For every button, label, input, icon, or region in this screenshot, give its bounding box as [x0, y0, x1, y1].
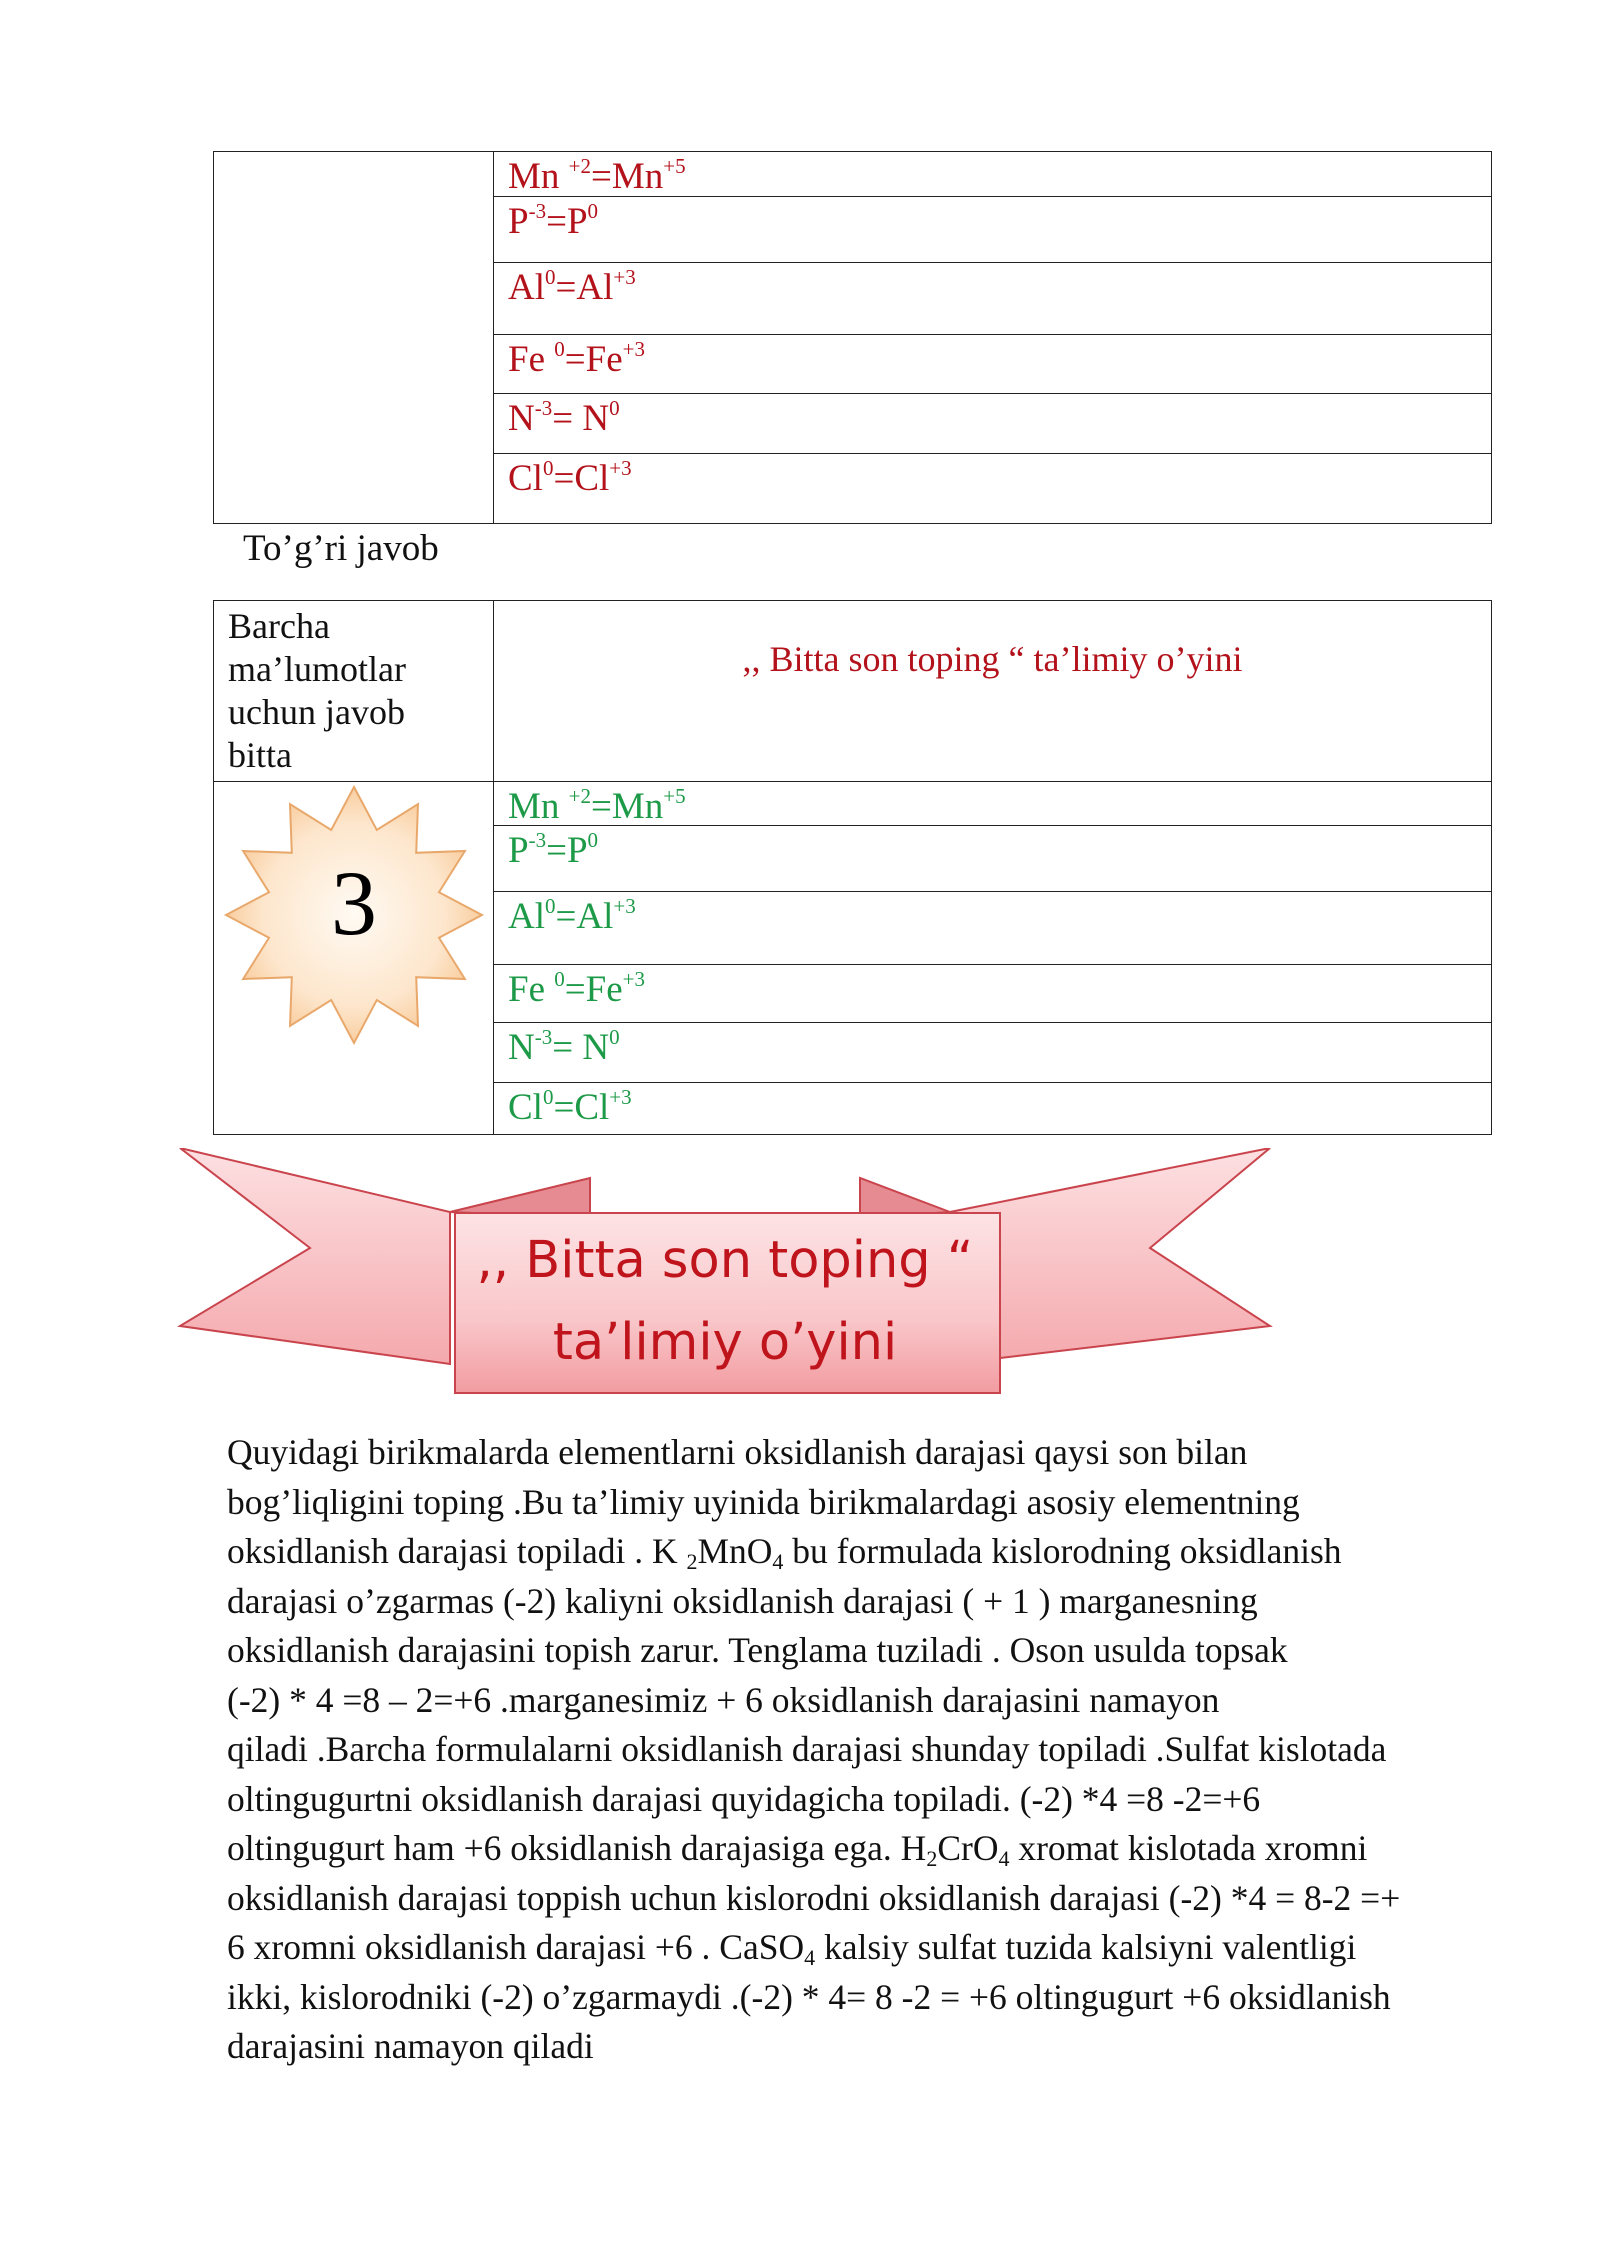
star-cell [214, 782, 494, 1135]
equation: $N^{-3}= N^0$ [508, 1025, 620, 1068]
table2-row [494, 1083, 1492, 1135]
equation: $P^{-3}=P^0$ [508, 199, 599, 242]
answer-number: 3 [331, 852, 377, 954]
paragraph-line: Quyidagi birikmalarda elementlarni oksidlanish darajasi qaysi son bilan [227, 1432, 1248, 1472]
table2-row [494, 892, 1492, 965]
paragraph-line: bog’liqligini toping .Bu ta’limiy uyinida birikmalardagi asosiy elementning [227, 1481, 1300, 1522]
equation: Fe $^0=Fe^{+3}$ [508, 337, 645, 380]
table2-row [494, 826, 1492, 892]
paragraph-line: darajasi o’zgarmas (-2) kaliyni oksidlanish darajasi ( + 1 ) marganesning [227, 1580, 1258, 1621]
paragraph-line: darajasini namayon qiladi [227, 2026, 594, 2066]
table1-row [494, 263, 1492, 335]
equation: $Al^0=Al^{+3}$ [508, 265, 636, 308]
equation: $N^{-3}= N^0$ [508, 396, 620, 439]
paragraph-line: oksidlanish darajasi toppish uchun kislorodni oksidlanish darajasi (-2) *4 = 8-2 =+ [227, 1877, 1401, 1918]
paragraph-line: qiladi .Barcha formulalarni oksidlanish darajasi shunday topiladi .Sulfat kislotada [227, 1729, 1387, 1769]
header-title-cell [494, 601, 1492, 782]
table1-row [494, 197, 1492, 263]
oxidation-table-top [213, 151, 1492, 524]
table1-row [494, 152, 1492, 197]
paragraph-line: ikki, kislorodniki (-2) o’zgarmaydi .(-2) * 4= 8 -2 = +6 oltingugurt +6 oksidlanish [227, 1976, 1391, 2017]
equation: $P^{-3}=P^0$ [508, 828, 599, 871]
star-badge [218, 780, 490, 1050]
paragraph-line: oltingugurtni oksidlanish darajasi quyidagicha topiladi. (-2) *4 =8 -2=+6 [227, 1778, 1261, 1819]
table2-row [494, 1023, 1492, 1083]
header-left-cell [214, 601, 494, 782]
paragraph-line: oksidlanish darajasini topish zarur. Tenglama tuziladi . Oson usulda topsak [227, 1630, 1288, 1670]
paragraph-line: 6 xromni oksidlanish darajasi +6 . CaSO$_4$ kalsiy sulfat tuzida kalsiyni valentligi [227, 1927, 1357, 1970]
correct-answer-label: To’g’ri javob [243, 528, 439, 569]
paragraph-line: oltingugurt ham +6 oksidlanish darajasiga ega. $H_2CrO_4$ xromat kislotada xromni [227, 1828, 1368, 1871]
table1-row [494, 335, 1492, 394]
table1-empty-cell [214, 152, 494, 524]
table2-row [494, 965, 1492, 1023]
banner-title-line2: ta’limiy o’yini [552, 1313, 898, 1372]
equation: $Al^0=Al^{+3}$ [508, 894, 636, 937]
table2-row [494, 782, 1492, 826]
table1-row [494, 394, 1492, 454]
explanation-paragraph [227, 1428, 1497, 2072]
equation: $Cl^0=Cl^{+3}$ [508, 456, 632, 499]
oxidation-table-answer [213, 600, 1492, 1135]
game-title: ,, Bitta son toping “ ta’limiy o’yini [742, 639, 1243, 679]
equation: $Cl^0=Cl^{+3}$ [508, 1085, 632, 1128]
paragraph-line: oksidlanish darajasi topiladi . K $_2$MnO$_4$ bu formulada kislorodning oksidlanish [227, 1531, 1342, 1574]
equation: Mn $^{+2}=Mn^{+5}$ [508, 784, 686, 827]
equation: Fe $^0=Fe^{+3}$ [508, 967, 645, 1010]
header-left-text: Barcha ma’lumotlar uchun javob bitta [228, 606, 406, 775]
paragraph-line: (-2) * 4 =8 – 2=+6 .marganesimiz + 6 oksidlanish darajasini namayon [227, 1679, 1220, 1720]
banner-title [450, 1220, 1000, 1384]
banner-title-line1: ,, Bitta son toping “ [476, 1231, 974, 1290]
table1-row [494, 454, 1492, 524]
equation: Mn $^{+2}=Mn^{+5}$ [508, 154, 686, 197]
